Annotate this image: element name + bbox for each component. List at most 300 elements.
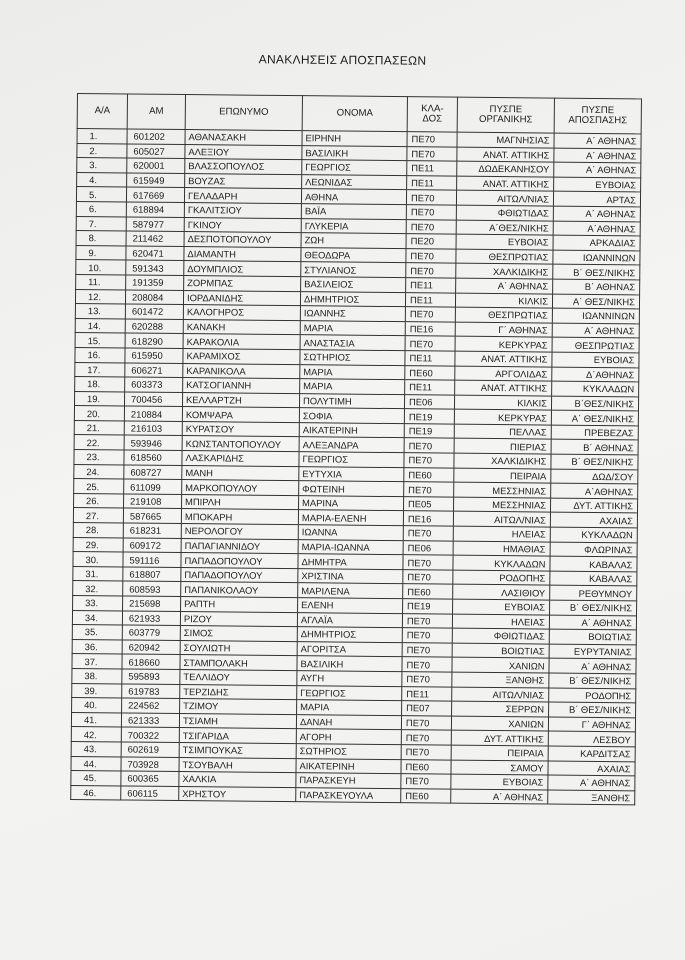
- row-sec-pyspe: ΑΧΑΙΑΣ: [548, 761, 635, 776]
- row-name: ΙΩΑΝΝΑ: [298, 525, 403, 541]
- row-branch: ΠΕ70: [401, 774, 451, 789]
- row-sec-pyspe: Α΄ ΑΘΗΝΑΣ: [553, 206, 640, 221]
- row-org-pyspe: ΗΜΑΘΙΑΣ: [453, 541, 550, 557]
- row-branch: ΠΕ70: [401, 715, 451, 730]
- row-sec-pyspe: ΚΑΡΔΙΤΣΑΣ: [548, 746, 635, 761]
- row-surname: ΚΕΛΛΑΡΤΖΗ: [182, 392, 299, 408]
- row-surname: ΝΕΡΟΛΟΓΟΥ: [181, 524, 298, 540]
- row-name: ΜΑΡΙΑ-ΙΩΑΝΝΑ: [298, 539, 403, 555]
- row-sec-pyspe: ΘΕΣΠΡΩΤΙΑΣ: [552, 337, 639, 352]
- row-surname: ΔΕΣΠΟΤΟΠΟΥΛΟΥ: [184, 232, 301, 248]
- row-surname: ΤΕΡΖΙΔΗΣ: [180, 684, 297, 700]
- row-branch: ΠΕ11: [407, 161, 457, 176]
- row-number: 44.: [71, 756, 121, 771]
- row-am: 618560: [124, 450, 182, 465]
- row-name: ΔΗΜΗΤΡΑ: [298, 554, 403, 570]
- row-sec-pyspe: Α΄ΑΘΗΝΑΣ: [551, 483, 638, 498]
- row-am: 611099: [124, 479, 182, 494]
- row-org-pyspe: ΧΑΛΚΙΔΙΚΗΣ: [454, 453, 551, 469]
- row-surname: ΣΤΑΜΠΟΛΑΚΗ: [180, 655, 297, 671]
- row-sec-pyspe: ΒΟΙΩΤΙΑΣ: [549, 629, 636, 644]
- row-surname: ΠΑΠΑΔΟΠΟΥΛΟΥ: [181, 567, 298, 583]
- row-surname: ΒΟΥΖΑΣ: [185, 173, 302, 189]
- row-am: 700322: [121, 727, 179, 742]
- row-name: ΒΑΪΑ: [301, 204, 406, 220]
- row-number: 37.: [72, 654, 122, 669]
- row-number: 36.: [72, 639, 122, 654]
- row-surname: ΤΣΙΓΑΡΙΔΑ: [179, 728, 296, 744]
- row-am: 615950: [125, 348, 183, 363]
- row-name: ΙΩΑΝΝΗΣ: [300, 306, 405, 322]
- table-header-row: [77, 94, 641, 134]
- row-surname: ΚΩΝΣΤΑΝΤΟΠΟΥΛΟΥ: [182, 436, 299, 452]
- header-name: ΟΝΟΜΑ: [302, 96, 407, 132]
- row-am: 618894: [126, 202, 184, 217]
- row-surname: ΑΛΕΞΙΟΥ: [185, 144, 302, 160]
- row-sec-pyspe: ΕΥΒΟΙΑΣ: [552, 352, 639, 367]
- row-surname: ΓΕΛΑΔΑΡΗ: [184, 188, 301, 204]
- row-am: 606115: [121, 786, 179, 801]
- row-am: 601472: [125, 304, 183, 319]
- row-number: 41.: [71, 712, 121, 727]
- row-am: 600365: [121, 771, 179, 786]
- row-am: 587977: [126, 217, 184, 232]
- row-surname: ΤΕΛΛΙΔΟΥ: [180, 669, 297, 685]
- row-name: ΑΥΓΗ: [297, 671, 402, 687]
- row-branch: ΠΕ19: [403, 599, 453, 614]
- row-number: 8.: [76, 231, 126, 246]
- row-number: 45.: [71, 771, 121, 786]
- row-surname: ΒΛΑΣΣΟΠΟΥΛΟΣ: [185, 159, 302, 175]
- row-sec-pyspe: ΑΡΚΑΔΙΑΣ: [553, 235, 640, 250]
- row-number: 33.: [73, 595, 123, 610]
- row-branch: ΠΕ11: [405, 380, 455, 395]
- row-sec-pyspe: Δ΄ΑΘΗΝΑΣ: [552, 367, 639, 382]
- row-sec-pyspe: ΑΡΤΑΣ: [553, 191, 640, 206]
- row-am: 608593: [123, 581, 181, 596]
- row-name: ΔΗΜΗΤΡΙΟΣ: [300, 291, 405, 307]
- row-number: 20.: [74, 406, 124, 421]
- row-sec-pyspe: Α΄ ΑΘΗΝΑΣ: [549, 615, 636, 630]
- row-org-pyspe: ΕΥΒΟΙΑΣ: [456, 234, 553, 250]
- row-sec-pyspe: ΚΑΒΑΛΑΣ: [550, 571, 637, 586]
- row-org-pyspe: ΧΑΝΙΩΝ: [452, 658, 549, 674]
- row-number: 23.: [74, 450, 124, 465]
- row-name: ΑΙΚΑΤΕΡΙΝΗ: [299, 423, 404, 439]
- row-name: ΕΥΤΥΧΙΑ: [299, 466, 404, 482]
- row-org-pyspe: ΚΙΛΚΙΣ: [454, 395, 551, 411]
- row-surname: ΚΑΡΑΚΟΛΙΑ: [183, 334, 300, 350]
- row-org-pyspe: ΗΛΕΙΑΣ: [453, 526, 550, 542]
- row-sec-pyspe: Β΄ ΘΕΣ/ΝΙΚΗΣ: [549, 702, 636, 717]
- row-am: 602619: [121, 742, 179, 757]
- row-surname: ΓΚΑΛΙΤΣΙΟΥ: [184, 203, 301, 219]
- row-name: ΜΑΡΙΑ: [297, 700, 402, 716]
- row-branch: ΠΕ11: [402, 686, 452, 701]
- row-am: 621933: [122, 611, 180, 626]
- row-number: 25.: [74, 479, 124, 494]
- header-branch-line2: ΔΟΣ: [422, 113, 443, 125]
- row-sec-pyspe: Α΄ ΘΕΣ/ΝΙΚΗΣ: [552, 294, 639, 309]
- row-org-pyspe: ΑΙΤΩΛ/ΝΙΑΣ: [452, 687, 549, 703]
- row-branch: ΠΕ11: [405, 292, 455, 307]
- row-branch: ΠΕ70: [406, 190, 456, 205]
- row-name: ΜΑΡΙΑ-ΕΛΕΝΗ: [298, 510, 403, 526]
- row-am: 606271: [125, 362, 183, 377]
- row-sec-pyspe: ΚΥΚΛΑΔΩΝ: [550, 527, 637, 542]
- row-sec-pyspe: Α΄ΑΘΗΝΑΣ: [553, 221, 640, 236]
- row-number: 14.: [75, 318, 125, 333]
- row-org-pyspe: ΚΥΚΛΑΔΩΝ: [453, 555, 550, 571]
- row-branch: ΠΕ60: [403, 584, 453, 599]
- row-org-pyspe: ΑΡΓΟΛΙΔΑΣ: [455, 366, 552, 382]
- row-surname: ΠΑΠΑΝΙΚΟΛΑΟΥ: [181, 582, 298, 598]
- row-branch: ΠΕ70: [406, 205, 456, 220]
- row-number: 38.: [72, 668, 122, 683]
- row-surname: ΜΑΝΗ: [182, 465, 299, 481]
- row-branch: ΠΕ20: [406, 234, 456, 249]
- row-org-pyspe: ΧΑΛΚΙΔΙΚΗΣ: [456, 263, 553, 279]
- row-org-pyspe: ΚΕΡΚΥΡΑΣ: [455, 336, 552, 352]
- header-branch-line1: ΚΛΑ-: [421, 102, 444, 115]
- row-name: ΓΕΩΡΓΙΟΣ: [299, 452, 404, 468]
- row-org-pyspe: ΜΕΣΣΗΝΙΑΣ: [453, 497, 550, 513]
- row-number: 27.: [73, 508, 123, 523]
- row-surname: ΧΡΗΣΤΟΥ: [179, 786, 296, 802]
- header-branch: [407, 97, 457, 132]
- row-surname: ΡΙΖΟΥ: [180, 611, 297, 627]
- row-branch: ΠΕ05: [404, 496, 454, 511]
- row-surname: ΑΘΑΝΑΣΑΚΗ: [185, 130, 302, 146]
- row-surname: ΠΑΠΑΓΙΑΝΝΙΔΟΥ: [181, 538, 298, 554]
- row-name: ΑΓΟΡΙΤΣΑ: [297, 641, 402, 657]
- row-am: 591116: [123, 552, 181, 567]
- row-name: ΜΑΡΙΑ: [300, 364, 405, 380]
- row-sec-pyspe: Α΄ ΘΕΣ/ΝΙΚΗΣ: [551, 410, 638, 425]
- row-number: 18.: [75, 377, 125, 392]
- row-org-pyspe: ΞΑΝΘΗΣ: [452, 672, 549, 688]
- row-org-pyspe: ΜΑΓΝΗΣΙΑΣ: [457, 132, 554, 148]
- row-am: 609172: [123, 538, 181, 553]
- row-surname: ΡΑΠΤΗ: [181, 597, 298, 613]
- row-number: 16.: [75, 347, 125, 362]
- row-number: 11.: [76, 274, 126, 289]
- row-org-pyspe: ΦΘΙΩΤΙΔΑΣ: [452, 628, 549, 644]
- row-branch: ΠΕ70: [406, 248, 456, 263]
- row-sec-pyspe: Β΄ΘΕΣ/ΝΙΚΗΣ: [551, 396, 638, 411]
- row-surname: ΚΑΡΑΜΙΧΟΣ: [183, 348, 300, 364]
- header-sec-line1: ΠΥΣΠΕ: [581, 104, 615, 116]
- row-name: ΓΕΩΡΓΙΟΣ: [302, 160, 407, 176]
- row-branch: ΠΕ70: [403, 569, 453, 584]
- row-surname: ΧΑΛΚΙΑ: [179, 772, 296, 788]
- header-surname: ΕΠΩΝΥΜΟ: [185, 95, 302, 131]
- row-org-pyspe: ΕΥΒΟΙΑΣ: [453, 599, 550, 615]
- row-branch: ΠΕ06: [403, 540, 453, 555]
- row-branch: ΠΕ60: [401, 759, 451, 774]
- row-am: 703928: [121, 756, 179, 771]
- row-org-pyspe: ΔΥΤ. ΑΤΤΙΚΗΣ: [451, 730, 548, 746]
- row-name: ΕΛΕΝΗ: [298, 598, 403, 614]
- row-sec-pyspe: ΙΩΑΝΝΙΝΩΝ: [553, 250, 640, 265]
- row-number: 32.: [73, 581, 123, 596]
- row-name: ΣΤΥΛΙΑΝΟΣ: [301, 262, 406, 278]
- row-branch: ΠΕ70: [402, 628, 452, 643]
- row-surname: ΚΑΝΑΚΗ: [183, 319, 300, 335]
- row-branch: ΠΕ16: [405, 321, 455, 336]
- row-number: 46.: [71, 785, 121, 800]
- row-sec-pyspe: ΔΩΔ/ΣΟΥ: [551, 469, 638, 484]
- row-number: 4.: [77, 172, 127, 187]
- row-name: ΜΑΡΙΝΑ: [299, 495, 404, 511]
- row-name: ΔΗΜΗΤΡΙΟΣ: [297, 627, 402, 643]
- row-number: 40.: [72, 698, 122, 713]
- row-name: ΒΑΣΙΛΕΙΟΣ: [301, 277, 406, 293]
- row-surname: ΣΟΥΛΙΩΤΗ: [180, 640, 297, 656]
- row-am: 618807: [123, 567, 181, 582]
- row-sec-pyspe: ΡΕΘΥΜΝΟΥ: [550, 585, 637, 600]
- row-number: 6.: [76, 201, 126, 216]
- header-org: [457, 97, 554, 133]
- row-number: 2.: [77, 143, 127, 158]
- table-container: [70, 93, 642, 806]
- row-number: 7.: [76, 216, 126, 231]
- row-sec-pyspe: ΚΥΚΛΑΔΩΝ: [552, 381, 639, 396]
- row-am: 215698: [123, 596, 181, 611]
- row-surname: ΤΣΙΜΠΟΥΚΑΣ: [179, 742, 296, 758]
- row-number: 28.: [73, 523, 123, 538]
- row-branch: ΠΕ70: [402, 672, 452, 687]
- row-org-pyspe: Α΄ ΑΘΗΝΑΣ: [456, 278, 553, 294]
- row-org-pyspe: ΘΕΣΠΡΩΤΙΑΣ: [456, 249, 553, 265]
- row-sec-pyspe: ΦΛΩΡΙΝΑΣ: [550, 542, 637, 557]
- row-branch: ΠΕ11: [405, 351, 455, 366]
- row-branch: ΠΕ16: [403, 511, 453, 526]
- row-branch: ΠΕ11: [407, 175, 457, 190]
- row-number: 21.: [74, 420, 124, 435]
- row-name: ΑΓΟΡΗ: [296, 729, 401, 745]
- row-name: ΖΩΗ: [301, 233, 406, 249]
- row-name: ΘΕΟΔΩΡΑ: [301, 247, 406, 263]
- row-surname: ΠΑΠΑΔΟΠΟΥΛΟΥ: [181, 553, 298, 569]
- row-sec-pyspe: Α΄ ΑΘΗΝΑΣ: [549, 658, 636, 673]
- row-am: 601202: [127, 129, 185, 144]
- row-am: 603779: [122, 625, 180, 640]
- row-number: 17.: [75, 362, 125, 377]
- row-sec-pyspe: ΞΑΝΘΗΣ: [548, 790, 635, 805]
- row-org-pyspe: ΣΕΡΡΩΝ: [452, 701, 549, 717]
- row-number: 13.: [75, 304, 125, 319]
- recalls-table: [70, 93, 642, 806]
- row-am: 591343: [126, 260, 184, 275]
- row-org-pyspe: ΠΕΛΛΑΣ: [454, 424, 551, 440]
- row-org-pyspe: ΑΙΤΩΛ/ΝΙΑΣ: [453, 512, 550, 528]
- row-sec-pyspe: ΚΑΒΑΛΑΣ: [550, 556, 637, 571]
- row-name: ΑΘΗΝΑ: [301, 189, 406, 205]
- row-surname: ΓΚΙΝΟΥ: [184, 217, 301, 233]
- row-branch: ΠΕ70: [401, 730, 451, 745]
- row-sec-pyspe: ΕΥΡΥΤΑΝΙΑΣ: [549, 644, 636, 659]
- row-branch: ΠΕ70: [403, 526, 453, 541]
- row-name: ΠΑΡΑΣΚΕΥΟΥΛΑ: [296, 787, 401, 803]
- row-name: ΠΑΡΑΣΚΕΥΗ: [296, 773, 401, 789]
- row-org-pyspe: Γ΄ ΑΘΗΝΑΣ: [455, 322, 552, 338]
- row-branch: ΠΕ60: [401, 788, 451, 803]
- row-number: 9.: [76, 245, 126, 260]
- header-am: ΑΜ: [127, 94, 185, 130]
- row-am: 219108: [124, 494, 182, 509]
- row-org-pyspe: Α΄ ΑΘΗΝΑΣ: [451, 789, 548, 805]
- row-sec-pyspe: Α΄ ΑΘΗΝΑΣ: [548, 775, 635, 790]
- row-branch: ΠΕ70: [401, 745, 451, 760]
- row-sec-pyspe: ΑΧΑΙΑΣ: [550, 513, 637, 528]
- row-number: 29.: [73, 537, 123, 552]
- row-number: 3.: [77, 158, 127, 173]
- row-org-pyspe: ΗΛΕΙΑΣ: [452, 614, 549, 630]
- row-name: ΜΑΡΙΛΕΝΑ: [298, 583, 403, 599]
- row-branch: ΠΕ11: [406, 278, 456, 293]
- row-am: 224562: [122, 698, 180, 713]
- row-surname: ΔΙΑΜΑΝΤΗ: [184, 246, 301, 262]
- row-surname: ΜΑΡΚΟΠΟΥΛΟΥ: [182, 480, 299, 496]
- row-sec-pyspe: Β΄ ΘΕΣ/ΝΙΚΗΣ: [551, 454, 638, 469]
- row-am: 208084: [125, 290, 183, 305]
- row-am: 621333: [121, 713, 179, 728]
- row-surname: ΔΟΥΜΠΛΙΟΣ: [184, 261, 301, 277]
- row-org-pyspe: ΑΝΑΤ. ΑΤΤΙΚΗΣ: [455, 351, 552, 367]
- row-am: 595893: [122, 669, 180, 684]
- row-branch: ΠΕ19: [404, 424, 454, 439]
- row-org-pyspe: ΦΘΙΩΤΙΔΑΣ: [456, 205, 553, 221]
- row-sec-pyspe: Β΄ ΑΘΗΝΑΣ: [551, 440, 638, 455]
- row-surname: ΤΣΟΥΒΑΛΗ: [179, 757, 296, 773]
- row-sec-pyspe: Α΄ ΑΘΗΝΑΣ: [554, 162, 641, 177]
- row-branch: ΠΕ70: [406, 219, 456, 234]
- row-number: 22.: [74, 435, 124, 450]
- row-branch: ΠΕ70: [402, 642, 452, 657]
- row-number: 24.: [74, 464, 124, 479]
- row-org-pyspe: ΧΑΝΙΩΝ: [451, 716, 548, 732]
- row-name: ΜΑΡΙΑ: [300, 320, 405, 336]
- row-name: ΜΑΡΙΑ: [300, 379, 405, 395]
- row-number: 5.: [76, 187, 126, 202]
- row-sec-pyspe: Α΄ ΑΘΗΝΑΣ: [554, 148, 641, 163]
- row-am: 620288: [125, 319, 183, 334]
- row-branch: ΠΕ70: [402, 657, 452, 672]
- row-surname: ΖΟΡΜΠΑΣ: [184, 275, 301, 291]
- row-number: 31.: [73, 566, 123, 581]
- row-name: ΑΙΚΑΤΕΡΙΝΗ: [296, 758, 401, 774]
- document-title: ΑΝΑΚΛΗΣΕΙΣ ΑΠΟΣΠΑΣΕΩΝ: [258, 52, 427, 68]
- row-name: ΣΩΤΗΡΙΟΣ: [296, 744, 401, 760]
- row-sec-pyspe: Α΄ ΑΘΗΝΑΣ: [552, 323, 639, 338]
- row-branch: ΠΕ70: [403, 555, 453, 570]
- row-sec-pyspe: ΠΡΕΒΕΖΑΣ: [551, 425, 638, 440]
- row-am: 191359: [126, 275, 184, 290]
- row-sec-pyspe: Β΄ ΘΕΣ/ΝΙΚΗΣ: [550, 600, 637, 615]
- row-org-pyspe: ΣΑΜΟΥ: [451, 760, 548, 776]
- row-org-pyspe: ΚΙΛΚΙΣ: [455, 293, 552, 309]
- row-surname: ΚΑΛΟΓΗΡΟΣ: [183, 305, 300, 321]
- row-surname: ΤΖΙΜΟΥ: [180, 699, 297, 715]
- row-org-pyspe: ΕΥΒΟΙΑΣ: [451, 774, 548, 790]
- row-branch: ΠΕ70: [407, 132, 457, 147]
- row-am: 608727: [124, 465, 182, 480]
- row-sec-pyspe: Β΄ ΘΕΣ/ΝΙΚΗΣ: [549, 673, 636, 688]
- row-name: ΑΓΛΑΪΑ: [297, 612, 402, 628]
- row-am: 620942: [122, 640, 180, 655]
- row-name: ΕΙΡΗΝΗ: [302, 131, 407, 147]
- header-org-line2: ΟΡΓΑΝΙΚΗΣ: [478, 113, 533, 126]
- row-sec-pyspe: Β΄ ΘΕΣ/ΝΙΚΗΣ: [553, 264, 640, 279]
- row-sec-pyspe: Α΄ ΑΘΗΝΑΣ: [554, 133, 641, 148]
- row-surname: ΤΣΙΑΜΗ: [179, 713, 296, 729]
- row-name: ΒΑΣΙΛΙΚΗ: [302, 145, 407, 161]
- row-number: 35.: [72, 625, 122, 640]
- row-sec-pyspe: ΛΕΣΒΟΥ: [548, 731, 635, 746]
- row-org-pyspe: ΒΟΙΩΤΙΑΣ: [452, 643, 549, 659]
- row-am: 593946: [124, 435, 182, 450]
- row-name: ΔΑΝΑΗ: [296, 714, 401, 730]
- row-am: 617669: [126, 187, 184, 202]
- row-org-pyspe: ΑΝΑΤ. ΑΤΤΙΚΗΣ: [457, 176, 554, 192]
- row-am: 619783: [122, 684, 180, 699]
- row-surname: ΚΟΜΨΑΡΑ: [182, 407, 299, 423]
- header-aa: Α/Α: [77, 94, 127, 129]
- row-sec-pyspe: ΙΩΑΝΝΙΝΩΝ: [552, 308, 639, 323]
- header-org-line1: ΠΥΣΠΕ: [489, 103, 523, 115]
- row-name: ΧΡΙΣΤΙΝΑ: [298, 568, 403, 584]
- row-name: ΒΑΣΙΛΙΚΗ: [297, 656, 402, 672]
- row-am: 211462: [126, 231, 184, 246]
- row-am: 620001: [127, 158, 185, 173]
- row-org-pyspe: ΑΝΑΤ. ΑΤΤΙΚΗΣ: [455, 380, 552, 396]
- row-org-pyspe: ΠΕΙΡΑΙΑ: [451, 745, 548, 761]
- row-am: 587665: [123, 508, 181, 523]
- row-org-pyspe: ΚΕΡΚΥΡΑΣ: [454, 409, 551, 425]
- row-am: 210884: [124, 406, 182, 421]
- row-branch: ΠΕ70: [406, 263, 456, 278]
- row-branch: ΠΕ70: [405, 336, 455, 351]
- header-sec: [554, 98, 641, 134]
- row-org-pyspe: ΑΙΤΩΛ/ΝΙΑΣ: [456, 191, 553, 207]
- row-number: 42.: [71, 727, 121, 742]
- row-org-pyspe: ΘΕΣΠΡΩΤΙΑΣ: [455, 307, 552, 323]
- row-surname: ΛΑΣΚΑΡΙΔΗΣ: [182, 451, 299, 467]
- row-surname: ΚΑΤΣΟΓΙΑΝΝΗ: [183, 378, 300, 394]
- row-org-pyspe: ΜΕΣΣΗΝΙΑΣ: [454, 482, 551, 498]
- row-branch: ΠΕ70: [407, 146, 457, 161]
- row-org-pyspe: ΠΙΕΡΙΑΣ: [454, 439, 551, 455]
- row-sec-pyspe: Β΄ ΑΘΗΝΑΣ: [553, 279, 640, 294]
- row-branch: ΠΕ70: [404, 438, 454, 453]
- row-am: 216103: [124, 421, 182, 436]
- row-am: 605027: [127, 144, 185, 159]
- row-org-pyspe: ΡΟΔΟΠΗΣ: [453, 570, 550, 586]
- row-number: 26.: [74, 493, 124, 508]
- row-am: 700456: [124, 392, 182, 407]
- row-branch: ΠΕ19: [404, 409, 454, 424]
- row-number: 12.: [75, 289, 125, 304]
- row-org-pyspe: Α΄ΘΕΣ/ΝΙΚΗΣ: [456, 220, 553, 236]
- row-number: 43.: [71, 741, 121, 756]
- row-number: 1.: [77, 129, 127, 144]
- row-branch: ΠΕ70: [404, 453, 454, 468]
- row-name: ΓΕΩΡΓΙΟΣ: [297, 685, 402, 701]
- row-org-pyspe: ΛΑΣΙΘΙΟΥ: [453, 585, 550, 601]
- row-branch: ΠΕ07: [402, 701, 452, 716]
- table-body: [71, 129, 641, 806]
